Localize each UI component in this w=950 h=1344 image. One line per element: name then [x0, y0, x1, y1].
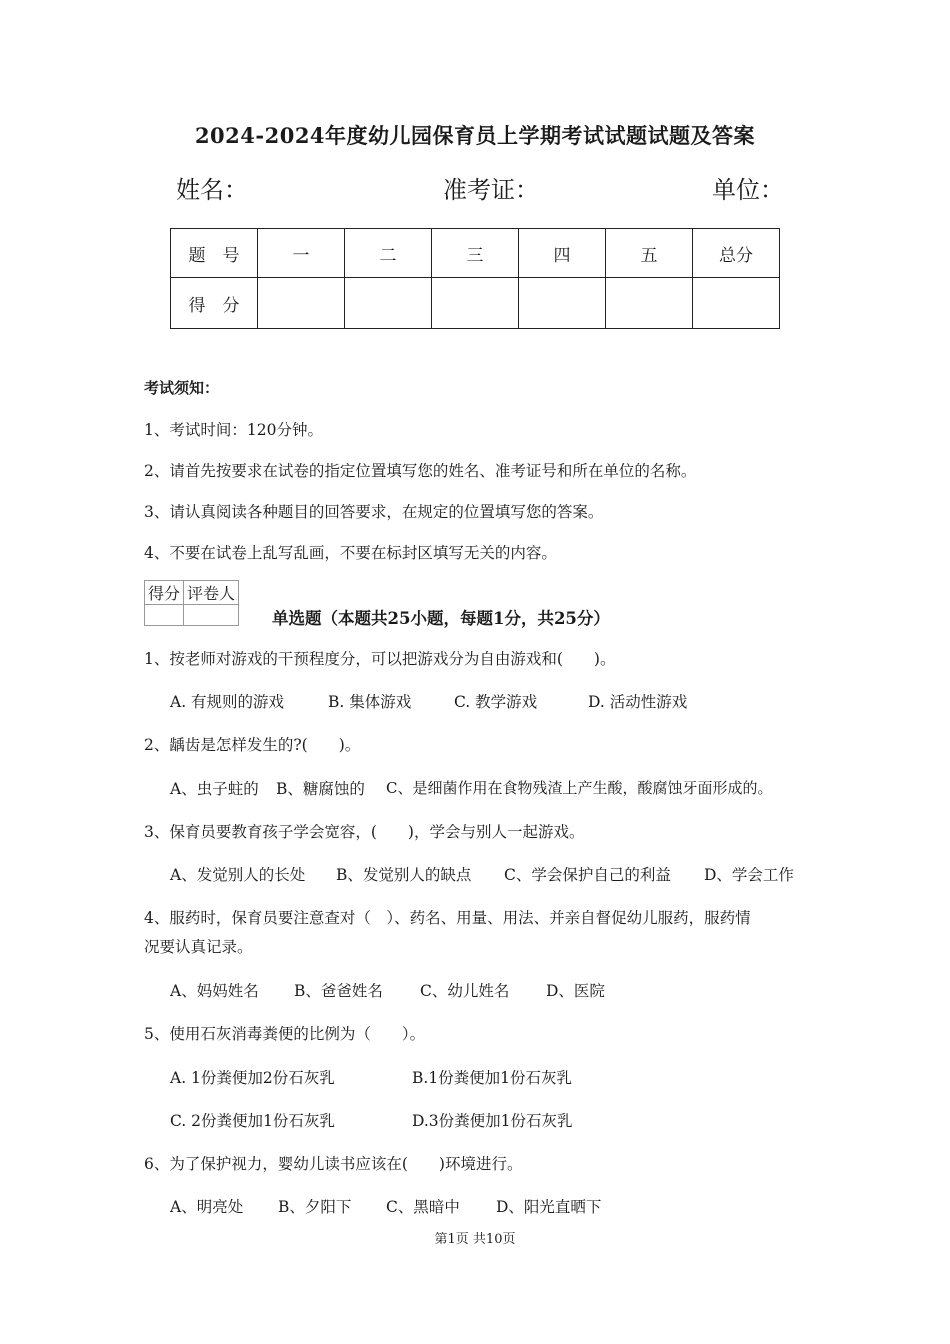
- answer-option[interactable]: B. 集体游戏: [328, 693, 412, 711]
- score-table-score-row: [171, 278, 780, 329]
- answer-option[interactable]: B、糖腐蚀的: [276, 780, 365, 798]
- answer-option[interactable]: D.3份粪便加1份石灰乳: [412, 1112, 573, 1130]
- notice-heading: 考试须知：: [144, 379, 220, 397]
- answer-option[interactable]: C、黑暗中: [386, 1198, 460, 1216]
- grader-reviewer-cell[interactable]: [184, 605, 239, 626]
- score-input-cell[interactable]: [432, 278, 519, 329]
- answer-option[interactable]: A、发觉别人的长处: [170, 866, 306, 884]
- score-input-cell[interactable]: [345, 278, 432, 329]
- name-label: 姓名：: [176, 176, 248, 204]
- answer-option[interactable]: C. 2份粪便加1份石灰乳: [170, 1112, 335, 1130]
- grader-score-label: 得分: [145, 581, 184, 605]
- answer-option[interactable]: A. 有规则的游戏: [170, 693, 285, 711]
- answer-option[interactable]: B、爸爸姓名: [294, 982, 383, 1000]
- question-text: 2、龋齿是怎样发生的?( )。: [144, 736, 361, 754]
- score-row-label: 得 分: [171, 278, 258, 329]
- question-text: 5、使用石灰消毒粪便的比例为（ ）。: [144, 1025, 426, 1043]
- notice-item: 1、考试时间：120分钟。: [144, 421, 323, 439]
- answer-option[interactable]: A. 1份粪便加2份石灰乳: [170, 1069, 335, 1087]
- score-table-cell: 三: [432, 229, 519, 278]
- notice-item: 2、请首先按要求在试卷的指定位置填写您的姓名、准考证号和所在单位的名称。: [144, 462, 697, 480]
- notice-item: 3、请认真阅读各种题目的回答要求，在规定的位置填写您的答案。: [144, 503, 604, 521]
- score-table-cell: 题 号: [171, 229, 258, 278]
- question-text-continued: 况要认真记录。: [144, 938, 253, 956]
- answer-option[interactable]: C、是细菌作用在食物残渣上产生酸，酸腐蚀牙面形成的。: [386, 779, 773, 797]
- answer-option[interactable]: C、学会保护自己的利益: [504, 866, 671, 884]
- answer-option[interactable]: D、阳光直晒下: [496, 1198, 602, 1216]
- unit-label: 单位：: [712, 176, 784, 204]
- question-text: 1、按老师对游戏的干预程度分，可以把游戏分为自由游戏和( )。: [144, 650, 616, 668]
- answer-option[interactable]: A、妈妈姓名: [170, 982, 259, 1000]
- grader-box: [144, 580, 239, 626]
- score-table-cell: 四: [519, 229, 606, 278]
- answer-option[interactable]: C. 教学游戏: [454, 693, 538, 711]
- answer-option[interactable]: D. 活动性游戏: [588, 693, 688, 711]
- answer-option[interactable]: C、幼儿姓名: [420, 982, 510, 1000]
- question-text: 3、保育员要教育孩子学会宽容，( )，学会与别人一起游戏。: [144, 823, 585, 841]
- question-text: 4、服药时，保育员要注意查对（ ）、药名、用量、用法、并亲自督促幼儿服药，服药情: [144, 909, 751, 927]
- notice-item: 4、不要在试卷上乱写乱画，不要在标封区填写无关的内容。: [144, 544, 557, 562]
- answer-option[interactable]: A、明亮处: [170, 1198, 244, 1216]
- page-footer: 第1页 共10页: [434, 1232, 516, 1247]
- score-table-cell: 五: [606, 229, 693, 278]
- answer-option[interactable]: B、发觉别人的缺点: [336, 866, 472, 884]
- exam-title: 2024-2024年度幼儿园保育员上学期考试试题试题及答案: [194, 123, 756, 148]
- answer-option[interactable]: A、虫子蛀的: [170, 780, 259, 798]
- score-table: [170, 228, 780, 329]
- section-title: 单选题（本题共25小题，每题1分，共25分）: [272, 609, 610, 628]
- grader-score-cell[interactable]: [145, 605, 184, 626]
- score-table-cell: 总分: [693, 229, 780, 278]
- score-table-header-row: [171, 229, 780, 278]
- answer-option[interactable]: D、学会工作: [704, 866, 794, 884]
- score-input-cell[interactable]: [258, 278, 345, 329]
- answer-option[interactable]: B.1份粪便加1份石灰乳: [412, 1069, 573, 1087]
- exam-id-label: 准考证：: [443, 176, 539, 204]
- answer-option[interactable]: B、夕阳下: [278, 1198, 352, 1216]
- score-table-cell: 一: [258, 229, 345, 278]
- question-text: 6、为了保护视力，婴幼儿读书应该在( )环境进行。: [144, 1155, 523, 1173]
- score-input-cell[interactable]: [606, 278, 693, 329]
- score-input-cell[interactable]: [519, 278, 606, 329]
- score-table-cell: 二: [345, 229, 432, 278]
- grader-reviewer-label: 评卷人: [184, 581, 239, 605]
- answer-option[interactable]: D、医院: [546, 982, 605, 1000]
- score-input-cell[interactable]: [693, 278, 780, 329]
